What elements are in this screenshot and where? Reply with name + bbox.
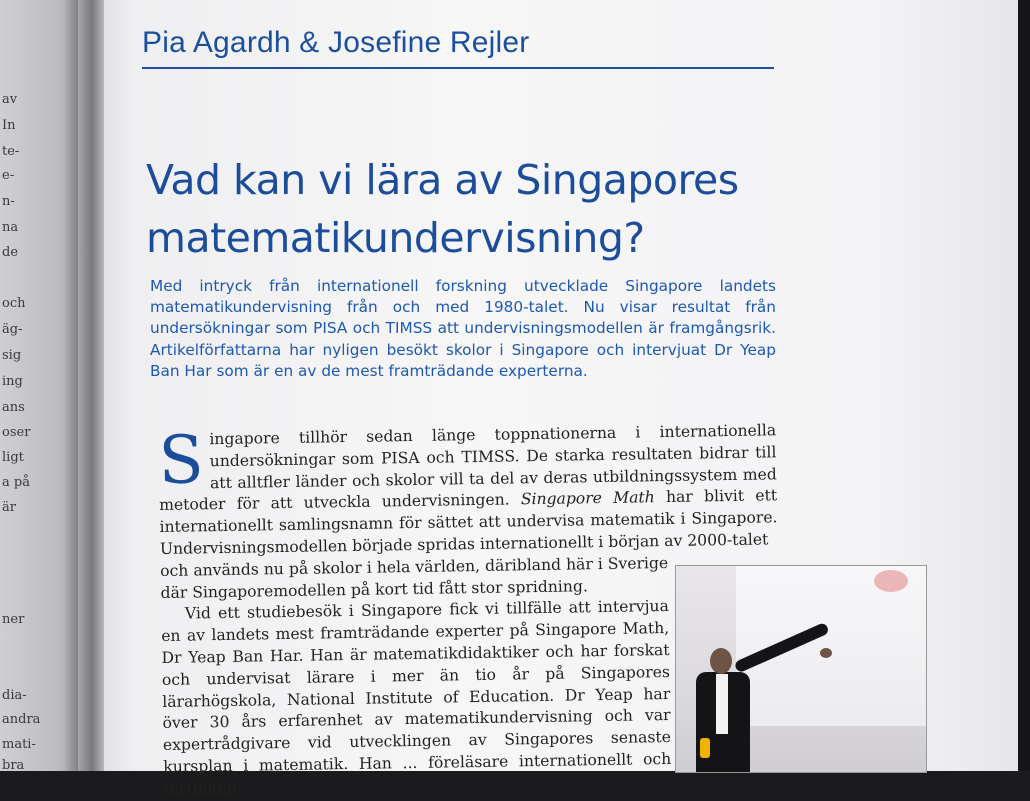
speaker-photo [675,565,927,773]
left-page-fragment: sig [2,348,22,363]
left-page-fragment: är [2,500,16,515]
left-page-fragment: de [2,245,19,260]
left-page-fragment: n- [2,194,15,209]
speaker-hand [820,648,832,658]
page-gutter-shadow [64,0,104,771]
left-page-fragment: a på [2,475,30,490]
left-page-fragment: ans [2,400,25,415]
article-ingress: Med intryck från internationell forskning utvecklade Singapore landets matematikundervisning från och med 1980-talet. Nu visar resultat från undersökningar som PISA och TIMSS att undervisningsmodellen är framgångsrik. Artikelförfattarna har nyligen besökt skolor i Singapore och intervjuat Dr Yeap Ban Har som är en av de mest framträdande experterna. [150,277,776,380]
left-page-fragment: na [2,220,19,235]
left-page-fragment: bra [2,758,25,771]
article-title [146,151,846,267]
left-page-fragment: äg- [2,322,23,337]
article-authors: Pia Agardh & Josefine Rejler [142,26,530,59]
speaker-shirt [716,674,728,734]
drop-cap: S [157,421,205,499]
microphone [700,738,710,758]
body-paragraph-1-continued: och används nu på skolor i hela världen, däribland här i Sverige där Singaporemodellen på kort tid fått stor spridning. [160,553,669,602]
title-line-2: matematikundervisning? [146,214,645,263]
speaker-head [710,648,732,674]
left-page-fragment: ligt [2,450,24,465]
left-page-fragment: te- [2,144,20,159]
body-paragraph-1 [158,420,778,560]
left-page-fragment: ner [2,612,25,627]
body-paragraph-2: Vid ett studiebesök i Singapore fick vi tillfälle att intervjua en av landets mest framträdande experter på Singapore Math, Dr Yeap Ban Har. Han är matematikdidaktiker och har forskat och undervisat lärare i mer än tio år på Singapores lärarhögskola, National Institute of Education. Dr Yeap har över 30 års erfarenhet av matematikundervisning och var expertrådgivare vid utvecklingen av Singapores senaste kursplan i matematik. Han ... föreläsare internationellt och fortbildar [161,597,672,798]
page-edge-background [1018,0,1030,771]
body-text-segment: ingapore tillhör sedan länge toppnationerna i internationella undersökningar som PISA och TIMSS. De starka resultaten bidrar till att alltfler länder och skolor vill ta del av deras utbildningssystem med metoder för att utveckla undervisningen. [159,421,777,515]
screen-illustration [874,570,908,592]
left-page-fragment: dia- [2,688,27,703]
left-page-fragment: andra [2,712,41,727]
left-page-fragment: oser [2,425,31,440]
left-page-fragment: och [2,296,26,311]
header-divider [142,67,774,69]
left-page-fragment: ing [2,374,23,389]
emphasis-singapore-math: Singapore Math [520,488,655,509]
left-page-fragment: In [2,118,16,133]
left-page-fragment: e- [2,168,15,183]
left-page-fragment: mati- [2,737,36,752]
title-line-1: Vad kan vi lära av Singapores [146,156,739,205]
left-page-fragment: av [2,92,18,107]
body-text-segment: har blivit ett internationellt samlingsnamn för sättet att undervisa matematik i Singapore. Undervisningsmodellen började spridas internationellt i början av 2000-talet [159,486,778,558]
